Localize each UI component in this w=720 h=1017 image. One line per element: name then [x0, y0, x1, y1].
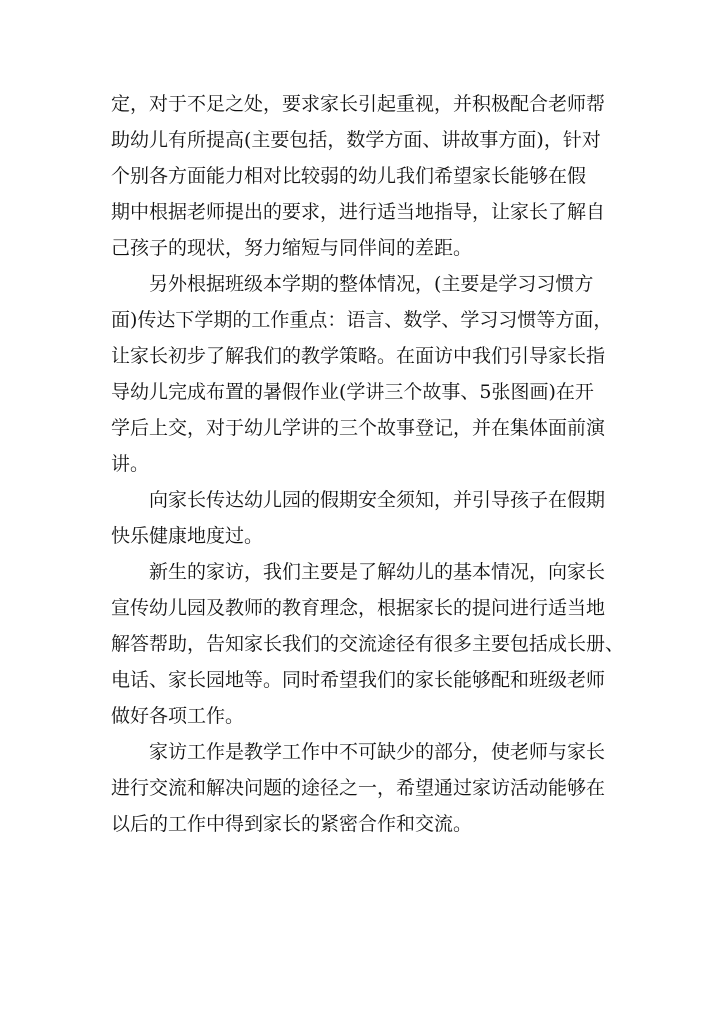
- paragraph-5: [111, 734, 616, 842]
- text-line: 快乐健康地度过。: [111, 525, 264, 547]
- text-line: 讲。: [111, 453, 150, 475]
- text-line: 己孩子的现状，努力缩短与同伴间的差距。: [111, 237, 473, 259]
- text-line: 学后上交，对于幼儿学讲的三个故事登记，并在集体面前演: [111, 417, 606, 439]
- text-line: 期中根据老师提出的要求，进行适当地指导，让家长了解自: [111, 201, 606, 223]
- text-line: 另外根据班级本学期的整体情况，(主要是学习习惯方: [149, 273, 594, 295]
- text-line: 解答帮助，告知家长我们的交流途径有很多主要包括成长册、: [111, 633, 625, 655]
- text-line: 个别各方面能力相对比较弱的幼儿我们希望家长能够在假: [111, 165, 587, 187]
- text-line: 定，对于不足之处，要求家长引起重视，并积极配合老师帮: [111, 93, 606, 115]
- text-line: 向家长传达幼儿园的假期安全须知，并引导孩子在假期: [149, 489, 606, 511]
- text-line: 面)传达下学期的工作重点：语言、数学、学习习惯等方面，: [111, 309, 613, 331]
- text-line: 以后的工作中得到家长的紧密合作和交流。: [111, 813, 473, 835]
- text-line: 做好各项工作。: [111, 705, 245, 727]
- paragraph-2: [111, 266, 616, 482]
- text-line: 进行交流和解决问题的途径之一，希望通过家访活动能够在: [111, 777, 606, 799]
- text-line: 新生的家访，我们主要是了解幼儿的基本情况，向家长: [149, 561, 606, 583]
- text-line: 让家长初步了解我们的教学策略。在面访中我们引导家长指: [111, 345, 606, 367]
- text-line: 导幼儿完成布置的暑假作业(学讲三个故事、5张图画)在开: [111, 381, 594, 403]
- text-line: 电话、家长园地等。同时希望我们的家长能够配和班级老师: [111, 669, 606, 691]
- text-line: 宣传幼儿园及教师的教育理念，根据家长的提问进行适当地: [111, 597, 606, 619]
- paragraph-1: [111, 86, 616, 266]
- paragraph-3: [111, 482, 616, 554]
- paragraph-4: [111, 554, 625, 734]
- document-body: [111, 86, 625, 842]
- text-line: 助幼儿有所提高(主要包括，数学方面、讲故事方面)，针对: [111, 129, 601, 151]
- text-line: 家访工作是教学工作中不可缺少的部分，使老师与家长: [149, 741, 606, 763]
